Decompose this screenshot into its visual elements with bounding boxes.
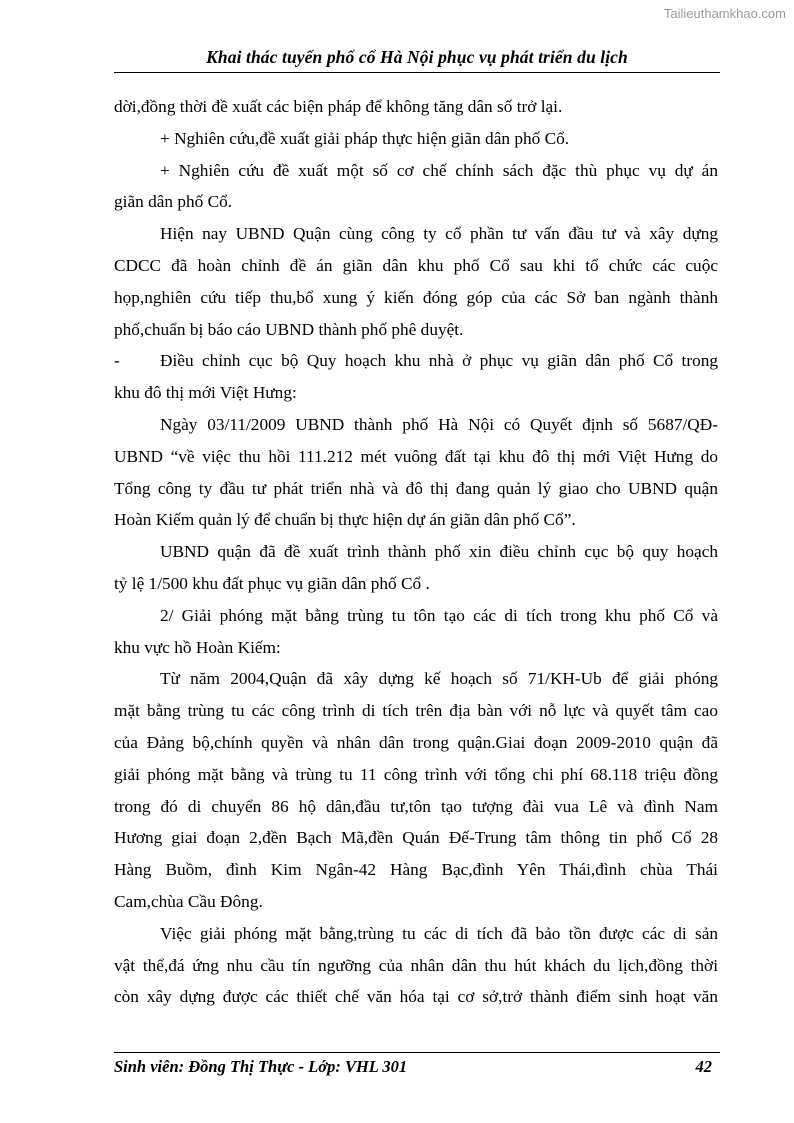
text-line: Hoàn Kiếm quản lý để chuẩn bị thực hiện dự án giãn dân phố Cổ”. (114, 510, 576, 530)
footer-author: Sinh viên: Đồng Thị Thực - Lớp: VHL 301 (114, 1057, 408, 1076)
text-line: CDCC đã hoàn chỉnh đề án giãn dân khu phố Cổ sau khi tổ chức các cuộc (114, 255, 718, 275)
bullet-dash: - (114, 351, 120, 371)
section-heading: 2/ Giải phóng mặt bằng trùng tu tôn tạo các di tích trong khu phố Cổ và (160, 605, 718, 625)
text-line: UBND quận đã đề xuất trình thành phố xin điều chỉnh cục bộ quy hoạch (160, 542, 718, 562)
text-line: UBND “về việc thu hồi 111.212 mét vuông đất tại khu đô thị mới Việt Hưng do (114, 446, 718, 466)
text-line: tỷ lệ 1/500 khu đất phục vụ giãn dân phố Cổ . (114, 573, 430, 593)
text-line: Hàng Buồm, đình Kim Ngân-42 Hàng Bạc,đình Yên Thái,đình chùa Thái (114, 860, 718, 880)
text-line: khu đô thị mới Việt Hưng: (114, 383, 297, 403)
text-line: vật thể,đá ứng nhu cầu tín ngưỡng của nhân dân thu hút khách du lịch,đồng thời (114, 955, 718, 975)
watermark: Tailieuthamkhao.com (663, 6, 786, 21)
bullet-item (114, 345, 718, 377)
text-line: Việc giải phóng mặt bằng,trùng tu các di tích đã bảo tồn được các di sản (160, 923, 718, 943)
text-line: Hương giai đoạn 2,đền Bạch Mã,đền Quán Đế-Trung tâm thông tin phố Cổ 28 (114, 828, 718, 848)
text-line: giãn dân phố Cổ. (114, 192, 233, 212)
text-line: Ngày 03/11/2009 UBND thành phố Hà Nội có Quyết định số 5687/QĐ- (160, 414, 718, 434)
text-line: phố,chuẩn bị báo cáo UBND thành phố phê duyệt. (114, 319, 464, 339)
document-body (114, 91, 718, 1013)
text-line: Tổng công ty đầu tư phát triển nhà và đô thị đang quản lý giao cho UBND quận (114, 478, 718, 498)
text-line: họp,nghiên cứu tiếp thu,bổ xung ý kiến đóng góp của các Sở ban ngành thành (114, 287, 718, 307)
text-line: trong đó di chuyển 86 hộ dân,đầu tư,tôn tạo tượng đài vua Lê và đình Nam (114, 796, 718, 816)
text-line: Từ năm 2004,Quận đã xây dựng kế hoạch số 71/KH-Ub để giải phóng (160, 669, 718, 689)
section-heading: khu vực hồ Hoàn Kiếm: (114, 637, 281, 657)
text-line: + Nghiên cứu,đề xuất giải pháp thực hiện giãn dân phố Cổ. (160, 128, 570, 148)
text-line: của Đảng bộ,chính quyền và nhân dân trong quận.Giai đoạn 2009-2010 quận đã (114, 732, 718, 752)
text-line: dời,đồng thời đề xuất các biện pháp để không tăng dân số trở lại. (114, 97, 563, 116)
text-line: + Nghiên cứu đề xuất một số cơ chế chính sách đặc thù phục vụ dự án (160, 160, 718, 180)
footer-divider (114, 1052, 720, 1053)
text-line: giải phóng mặt bằng và trùng tu 11 công trình với tổng chi phí 68.118 triệu đồng (114, 764, 718, 784)
text-line: Hiện nay UBND Quận cùng công ty cổ phần tư vấn đầu tư và xây dựng (160, 224, 718, 244)
page-number: 42 (695, 1057, 712, 1076)
text-line: Cam,chùa Cầu Đông. (114, 891, 263, 911)
page-header-title: Khai thác tuyến phố cổ Hà Nội phục vụ phát triển du lịch (206, 47, 628, 67)
text-line: còn xây dựng được các thiết chế văn hóa tại cơ sở,trở thành điểm sinh hoạt văn (114, 987, 718, 1007)
header-divider (114, 72, 720, 73)
text-line: Điều chỉnh cục bộ Quy hoạch khu nhà ở phục vụ giãn dân phố Cổ trong (160, 351, 718, 371)
text-line: mặt bằng trùng tu các công trình di tích trên địa bàn với nỗ lực và quyết tâm cao (114, 701, 718, 721)
